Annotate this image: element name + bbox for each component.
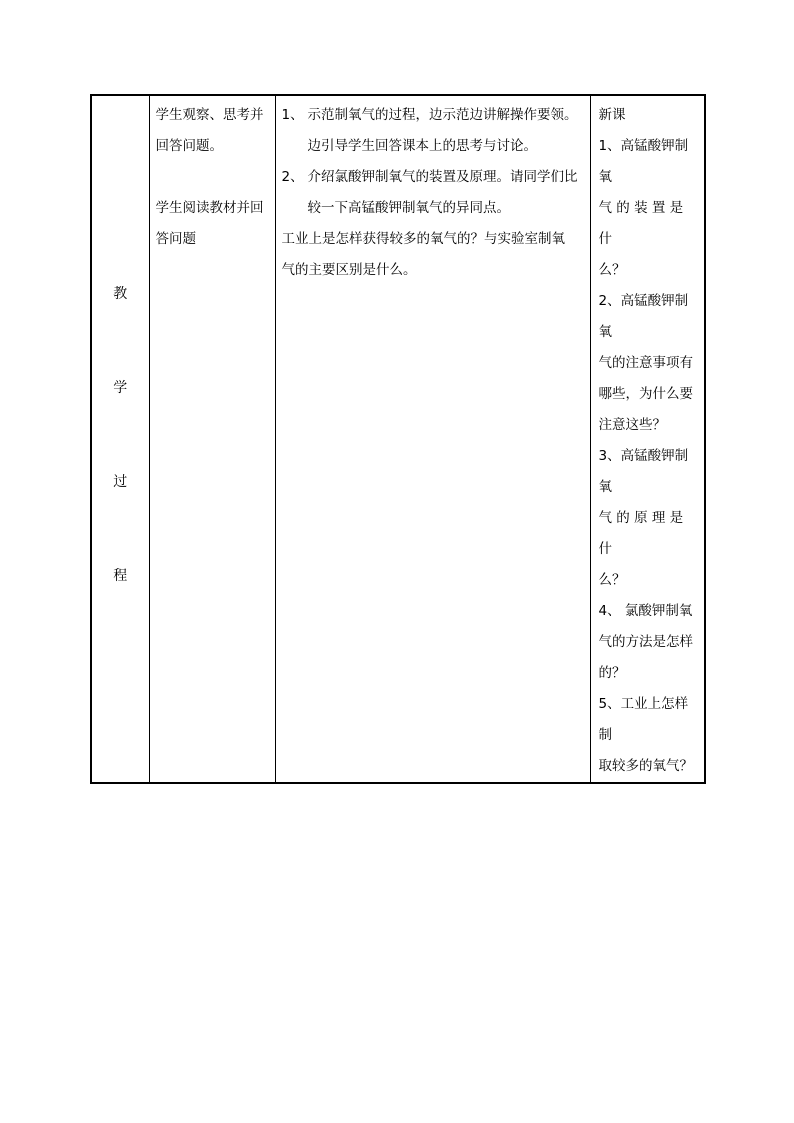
notes-line: 气的注意事项有 [598,355,693,371]
notes-line: 么？ [598,572,626,588]
section-char: 过 [113,474,128,490]
item-number: 1、 [281,107,304,123]
section-char: 程 [113,568,128,584]
notes-line: 5、工业上怎样制 [598,696,689,743]
item-text: 较一下高锰酸钾制氧气的异同点。 [307,200,510,216]
student-activity-line: 答问题 [155,231,196,247]
paragraph-line: 工业上是怎样获得较多的氧气的？与实验室制氧 [281,231,565,247]
item-number: 2、 [281,169,304,185]
notes-line: 哪些，为什么要 [598,386,693,402]
notes-line: 4、 氯酸钾制氧 [598,603,693,619]
teacher-activity-cell [275,95,590,783]
list-item [282,162,584,193]
student-activity-line: 学生观察、思考并 [155,107,264,123]
notes-line: 气 的 装 置 是 什 [598,200,684,247]
notes-line: 3、高锰酸钾制氧 [598,448,689,495]
student-activity-line: 回答问题。 [155,138,223,154]
notes-line: 的？ [598,665,626,681]
section-char: 教 [113,286,128,302]
section-char: 学 [113,380,128,396]
item-text: 示范制氧气的过程，边示范边讲解操作要领。 [307,107,578,123]
section-label-cell [91,95,149,783]
notes-cell [590,95,705,783]
student-activity-cell [149,95,275,783]
table-row [91,95,705,783]
list-item [282,100,584,131]
notes-line: 气 的 原 理 是 什 [598,510,684,557]
notes-line: 2、高锰酸钾制氧 [598,293,689,340]
lesson-table [90,94,706,784]
notes-title: 新课 [598,107,626,123]
notes-line: 气的方法是怎样 [598,634,693,650]
notes-line: 么？ [598,262,626,278]
notes-line: 注意这些？ [598,417,666,433]
section-label [92,284,149,660]
item-text: 边引导学生回答课本上的思考与讨论。 [307,138,537,154]
student-activity-line: 学生阅读教材并回 [155,200,264,216]
item-text: 介绍氯酸钾制氧气的装置及原理。请同学们比 [307,169,578,185]
paragraph-line: 气的主要区别是什么。 [281,262,417,278]
notes-line: 取较多的氧气？ [598,758,693,774]
notes-line: 1、高锰酸钾制氧 [598,138,689,185]
